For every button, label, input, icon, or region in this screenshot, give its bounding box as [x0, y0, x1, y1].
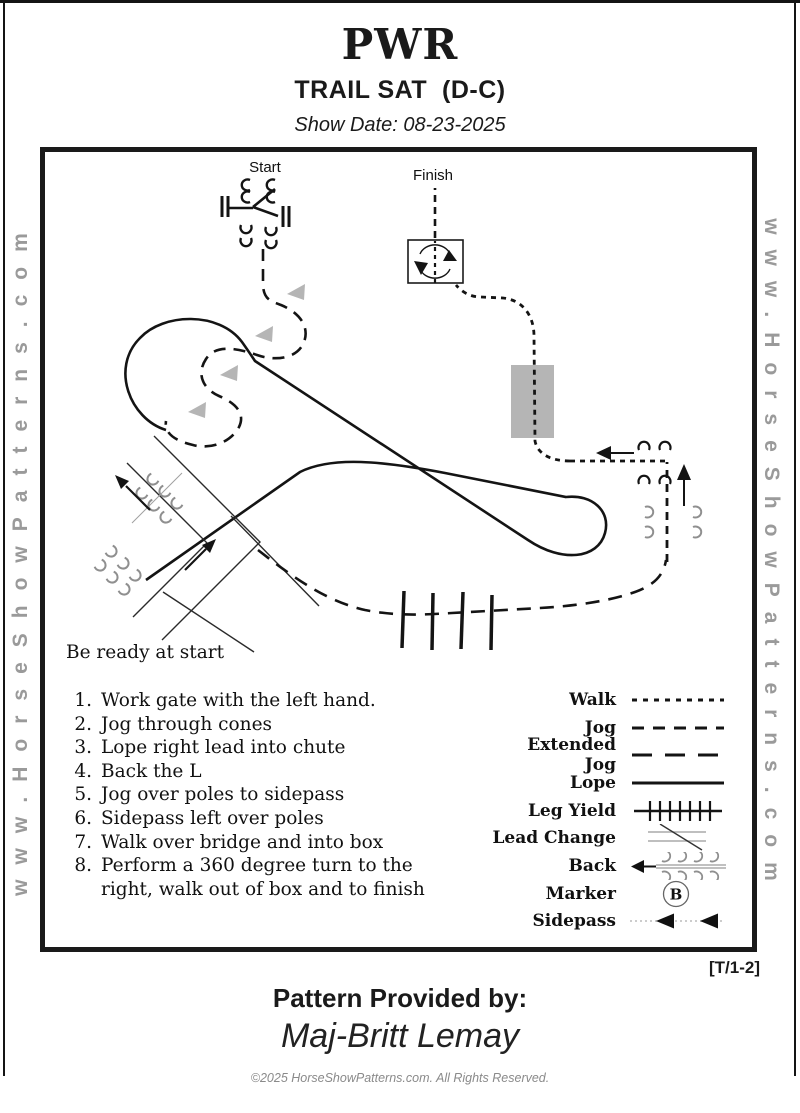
hoofprint-icon [134, 487, 148, 501]
sidepass-left-arrow-icon [596, 446, 634, 460]
cone-icon [188, 402, 206, 418]
legend-label: Lope [570, 772, 616, 793]
hoofprint-icon [146, 499, 160, 513]
instruction-number: 7. [74, 831, 92, 853]
legend-row [492, 735, 728, 776]
hoofprint-icon [117, 557, 131, 571]
hoofprint-icon [242, 192, 250, 203]
back-arrow-icon [185, 539, 216, 570]
legend-row [492, 769, 728, 797]
page-top-border [0, 0, 800, 3]
legend-label: Jog [584, 717, 616, 738]
instruction-item [66, 736, 476, 760]
page-right-border [794, 0, 796, 1076]
instruction-item [66, 783, 476, 807]
page-title: PWR [341, 20, 459, 69]
cone-icon [220, 365, 238, 381]
hoofprint-icon [241, 225, 252, 233]
instruction-item [66, 807, 476, 831]
instruction-text: Work gate with the left hand. [101, 690, 376, 711]
instruction-text: Jog through cones [101, 713, 273, 735]
legend-label: Sidepass [532, 911, 616, 932]
sidepass-up-arrow-icon [677, 464, 691, 506]
legend [492, 686, 728, 935]
legend-row [492, 852, 728, 880]
hoofprint-icon [693, 527, 701, 538]
ready-text: Be ready at start [66, 642, 224, 663]
instruction-text: Lope right lead into chute [101, 737, 346, 759]
hoofprint-icon [118, 583, 132, 597]
legend-row [492, 686, 728, 714]
back-legend-icon [626, 852, 728, 880]
instruction-block [66, 642, 476, 901]
legend-row [492, 797, 728, 825]
cones [188, 284, 305, 418]
gate-icon [222, 189, 289, 227]
legend-label: Extended Jog [527, 735, 616, 776]
start-label: Start [249, 159, 281, 176]
legend-row [492, 908, 728, 936]
hoofprint-icon [157, 485, 171, 499]
legend-label: Back [568, 855, 616, 876]
hoofprint-icon [660, 476, 671, 484]
instruction-number: 5. [74, 784, 92, 806]
page-left-border [3, 0, 5, 1076]
back-hoofprints-upper [134, 473, 183, 525]
lope-legend-icon [626, 769, 728, 797]
sidepass-hoofprints-vertical [645, 507, 701, 538]
instruction-number: 1. [74, 690, 92, 711]
hoofprint-icon [94, 559, 108, 573]
extjog-legend-icon [626, 741, 728, 769]
jog-through-cones-path [166, 249, 306, 446]
legend-row [492, 880, 728, 908]
hoofprint-icon [158, 511, 172, 525]
hoofprint-icon [169, 497, 183, 511]
back-hoofprints-lower [94, 545, 143, 597]
legend-label: Walk [569, 689, 616, 710]
hoofprint-icon [660, 442, 671, 450]
l-chute-rails [127, 436, 319, 652]
instruction-item [66, 760, 476, 784]
instruction-text: Jog over poles to sidepass [101, 784, 345, 806]
instruction-item [66, 854, 476, 901]
provided-by-name: Maj-Britt Lemay [280, 1017, 520, 1055]
legend-label: Lead Change [492, 828, 616, 849]
watermark-left: www.HorseShowPatterns.com [9, 217, 32, 896]
hoofprint-icon [645, 507, 653, 518]
hoofprint-icon [678, 852, 686, 862]
instruction-text: Back the L [101, 760, 202, 782]
hoofprint-icon [145, 473, 159, 487]
hoofprint-icon [693, 507, 701, 518]
legend-label: Leg Yield [527, 800, 616, 821]
bridge [511, 365, 554, 438]
legyield-legend-icon [626, 797, 728, 825]
hoofprint-icon [710, 852, 718, 862]
lope-path [125, 319, 606, 580]
hoofprint-icon [129, 569, 143, 583]
pattern-code: [T/1-2] [709, 958, 760, 977]
show-date: Show Date: 08-23-2025 [294, 114, 506, 136]
instruction-number: 8. [74, 855, 92, 877]
instruction-text: Perform a 360 degree turn to the right, walk out of box and to finish [101, 855, 425, 900]
legend-label: Marker [545, 883, 616, 904]
instruction-number: 3. [74, 737, 92, 759]
jog-legend-icon [626, 714, 728, 742]
marker-letter: B [669, 885, 683, 904]
instruction-number: 4. [74, 760, 92, 782]
instruction-item [66, 689, 476, 713]
instruction-number: 6. [74, 807, 92, 829]
class-subtitle: TRAIL SAT (D-C) [294, 76, 506, 104]
instruction-text: Sidepass left over poles [101, 807, 324, 829]
hoofprint-icon [662, 852, 670, 862]
watermark-right: www.HorseShowPatterns.com [760, 217, 783, 896]
marker-legend-icon [626, 880, 728, 908]
sidepass-legend-icon [626, 907, 728, 935]
hoofprint-icon [639, 476, 650, 484]
hoofprint-icon [694, 852, 702, 862]
leadchange-legend-icon [626, 824, 728, 852]
instruction-number: 2. [74, 713, 92, 735]
hoofprint-icon [639, 442, 650, 450]
hoofprint-icon [241, 238, 252, 246]
cone-icon [255, 326, 273, 342]
instruction-item [66, 831, 476, 855]
hoofprint-icon [266, 240, 277, 248]
hoofprint-icon [105, 545, 119, 559]
copyright-text: ©2025 HorseShowPatterns.com. All Rights Reserved. [250, 1071, 550, 1085]
turn-box-icon [408, 240, 463, 283]
instruction-item [66, 713, 476, 737]
legend-row [492, 824, 728, 852]
hoofprint-icon [645, 527, 653, 538]
hoofprint-icon [242, 180, 250, 191]
finish-label: Finish [412, 167, 454, 184]
cone-icon [287, 284, 305, 300]
provided-by-label: Pattern Provided by: [272, 983, 528, 1013]
hoofprint-icon [266, 227, 277, 235]
walk-legend-icon [626, 686, 728, 714]
instruction-list [66, 689, 476, 901]
hoofprint-icon [106, 571, 120, 585]
instruction-text: Walk over bridge and into box [101, 831, 384, 853]
